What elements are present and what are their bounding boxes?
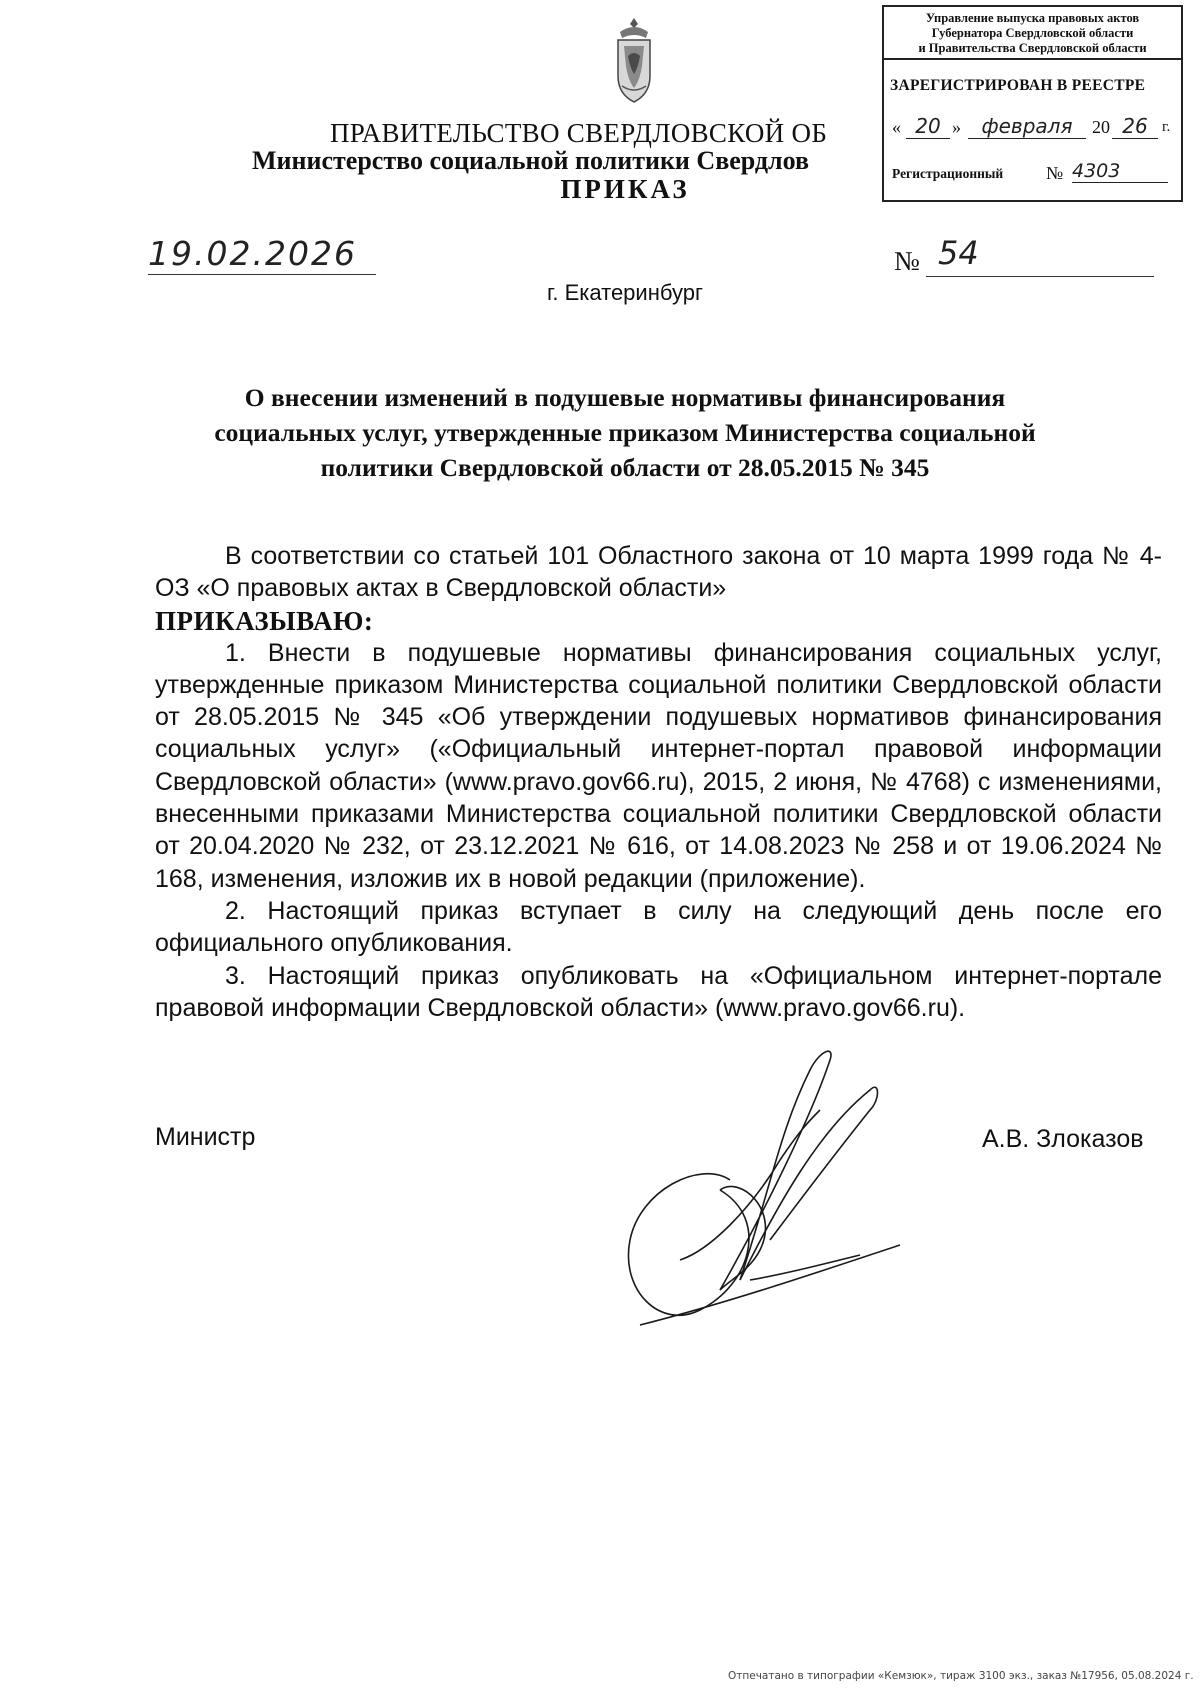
preamble-paragraph: В соответствии со статьей 101 Областного закона от 10 марта 1999 года № 4-ОЗ «О правовых актах в Свердловской области» [155, 542, 1162, 603]
stamp-office-line: и Правительства Свердловской области [918, 41, 1147, 55]
document-number-underline [926, 276, 1154, 277]
stamp-reg-number: 4303 [1072, 160, 1168, 183]
order-item-2: 2. Настоящий приказ вступает в силу на следующий день после его официального опубликования. [155, 896, 1162, 958]
stamp-year-suffix: 26 [1112, 114, 1158, 139]
orders-heading: ПРИКАЗЫВАЮ: [155, 605, 374, 636]
document-title-line: О внесении изменений в подушевые нормативы финансирования [244, 383, 1006, 412]
document-title-line: социальных услуг, утвержденные приказом Министерства социальной [214, 418, 1036, 447]
signatory-position: Министр [155, 1123, 256, 1151]
document-body [155, 540, 1162, 1024]
document-title [150, 380, 1100, 485]
government-heading: ПРАВИТЕЛЬСТВО СВЕРДЛОВСКОЙ ОБ [330, 118, 828, 148]
order-item-3: 3. Настоящий приказ опубликовать на «Официальном интернет-портале правовой информации Свердловской области» (www.pravo.gov66.ru). [155, 961, 1162, 1022]
city-name: г. Екатеринбург [547, 280, 703, 305]
stamp-number-sign: № [1046, 163, 1064, 183]
stamp-office-name [884, 7, 1181, 60]
stamp-registration-number [892, 162, 1182, 192]
stamp-reg-label: Регистрационный [892, 166, 1004, 181]
document-number [894, 234, 1154, 278]
document-date: 19.02.2026 [148, 234, 357, 273]
signatory-name: А.В. Злоказов [982, 1125, 1144, 1153]
order-item-1: 1. Внести в подушевые нормативы финансирования социальных услуг, утвержденные приказом Министерства социальной политики Свердловской области от 28.05.2015 № 345 «Об утверждении подушевых нормативов финансирования социальных услуг» («Официальный интернет-портал правовой информации Свердловской области» (www.pravo.gov66.ru), 2015, 2 июня, № 4768) с изменениями, внесенными приказами Министерства социальной политики Свердловской области от 20.04.2020 № 232, от 23.12.2021 № 616, от 14.08.2023 № 258 и от 19.06.2024 № 168, изменения, изложив их в новой редакции (приложение). [155, 638, 1162, 893]
document-number-label: № [894, 246, 920, 276]
stamp-office-line: Губернатора Свердловской области [931, 26, 1134, 40]
stamp-year-prefix: 20 [1092, 117, 1110, 137]
coat-of-arms-icon [612, 16, 656, 108]
ministry-heading: Министерство социальной политики Свердлов [252, 146, 810, 175]
stamp-close-quote: » [952, 117, 961, 137]
stamp-office-line: Управление выпуска правовых актов [925, 11, 1140, 25]
document-type-heading: ПРИКАЗ [560, 174, 690, 204]
registration-stamp [882, 5, 1183, 202]
stamp-day: 20 [906, 114, 950, 139]
document-date-underline [148, 274, 376, 275]
stamp-open-quote: « [892, 117, 901, 137]
document-title-line: политики Свердловской области от 28.05.2015 № 345 [320, 453, 930, 482]
stamp-month: февраля [968, 114, 1086, 139]
document-number-value: 54 [938, 234, 979, 272]
stamp-registered-label: ЗАРЕГИСТРИРОВАН В РЕЕСТРЕ [890, 77, 1146, 94]
stamp-year-unit: г. [1162, 119, 1171, 135]
printing-imprint: Отпечатано в типографии «Кемзюк», тираж 3100 экз., заказ №17956, 05.08.2024 г. [728, 1670, 1194, 1682]
handwritten-signature [580, 1040, 920, 1340]
stamp-date [892, 114, 1182, 144]
